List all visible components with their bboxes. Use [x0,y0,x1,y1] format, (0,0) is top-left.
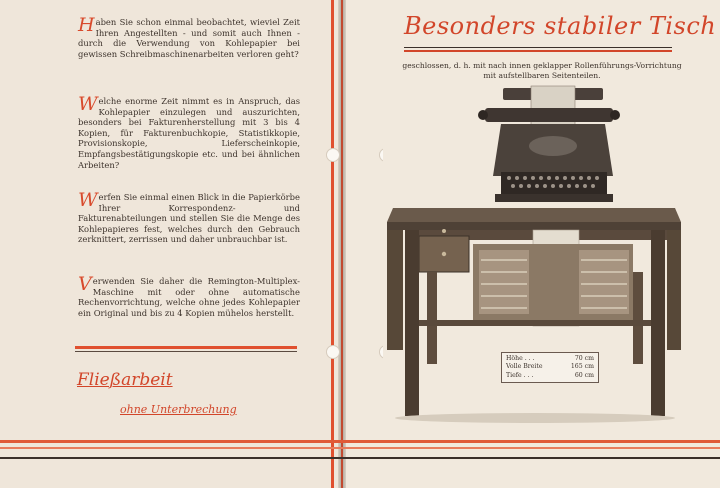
dropcap: V [78,273,92,295]
spec-label: Tiefe . . . [506,371,534,379]
spec-value: 60 cm [574,371,594,379]
spec-row-depth [506,372,594,380]
headline: Besonders stabiler Tisch [404,12,717,40]
section-divider-thin [75,351,297,352]
subtitle: geschlossen, d. h. mit nach innen geklapper Rollenführungs-Vorrichtung mit aufstellbaren Seitenteilen. [402,61,682,80]
spec-value: 165 cm [570,363,594,371]
spec-value: 70 cm [574,355,594,362]
headline-rule [404,47,672,48]
slogan-line-2: ohne Unterbrechung [120,403,237,416]
dropcap: W [78,93,98,115]
paragraph-text: erfen Sie einmal einen Blick in die Papierkörbe Ihrer Korrespondenz- und Fakturenabteilungen und stellen Sie die Menge des Kohlepapieres fest, welches durch den Gebrauch zerknittert, zerrissen und daher unbrauchbar ist. [78,192,300,245]
spec-row-height [506,355,594,363]
bottom-red-band [0,440,720,443]
gutter-rule [341,0,343,488]
dropcap: H [78,14,95,36]
spec-label: Volle Breite [506,363,543,371]
headline-rule-red [404,50,672,52]
dimensions-box [501,352,599,383]
paragraph-1 [78,14,300,59]
paragraph-text: aben Sie schon einmal beobachtet, wieviel Zeit Ihren Angestellten - und somit auch Ihnen - durch die Verwendung von Kohlepapier bei gewissen Schreibmaschinenarbeiten verloren geht? [78,17,300,59]
spec-row-width [506,363,594,371]
bottom-red-band-thin [0,447,720,449]
left-margin-rule [331,0,334,488]
slogan-line-1: Fließarbeit [77,370,173,390]
paragraph-text: erwenden Sie daher die Remington-Multiplex-Maschine mit oder ohne automatische Rechenvorrichtung, welche ohne jedes Kohlepapier ein Original und bis zu 4 Kopien mühelos herstellt. [78,276,300,318]
punch-hole [326,148,340,162]
spec-label: Höhe . . . [506,355,535,362]
paragraph-3 [78,189,300,245]
section-divider [75,346,297,349]
dropcap: W [78,189,98,211]
paragraph-text: elche enorme Zeit nimmt es in Anspruch, das Kohlepapier einzulegen und auszurichten, besonders bei Fakturenherstellung mit 3 bis 4 Kopien, für Fakturenbuchkopie, Statistikkopie, Provisionskopie, Lieferscheinkopie, Empfangsbestätigungskopie etc. und bei ähnlichen Arbeiten? [78,96,300,170]
paragraph-2 [78,93,300,170]
punch-hole [326,345,340,359]
paragraph-4 [78,273,300,318]
bottom-dark-rule [0,457,720,459]
